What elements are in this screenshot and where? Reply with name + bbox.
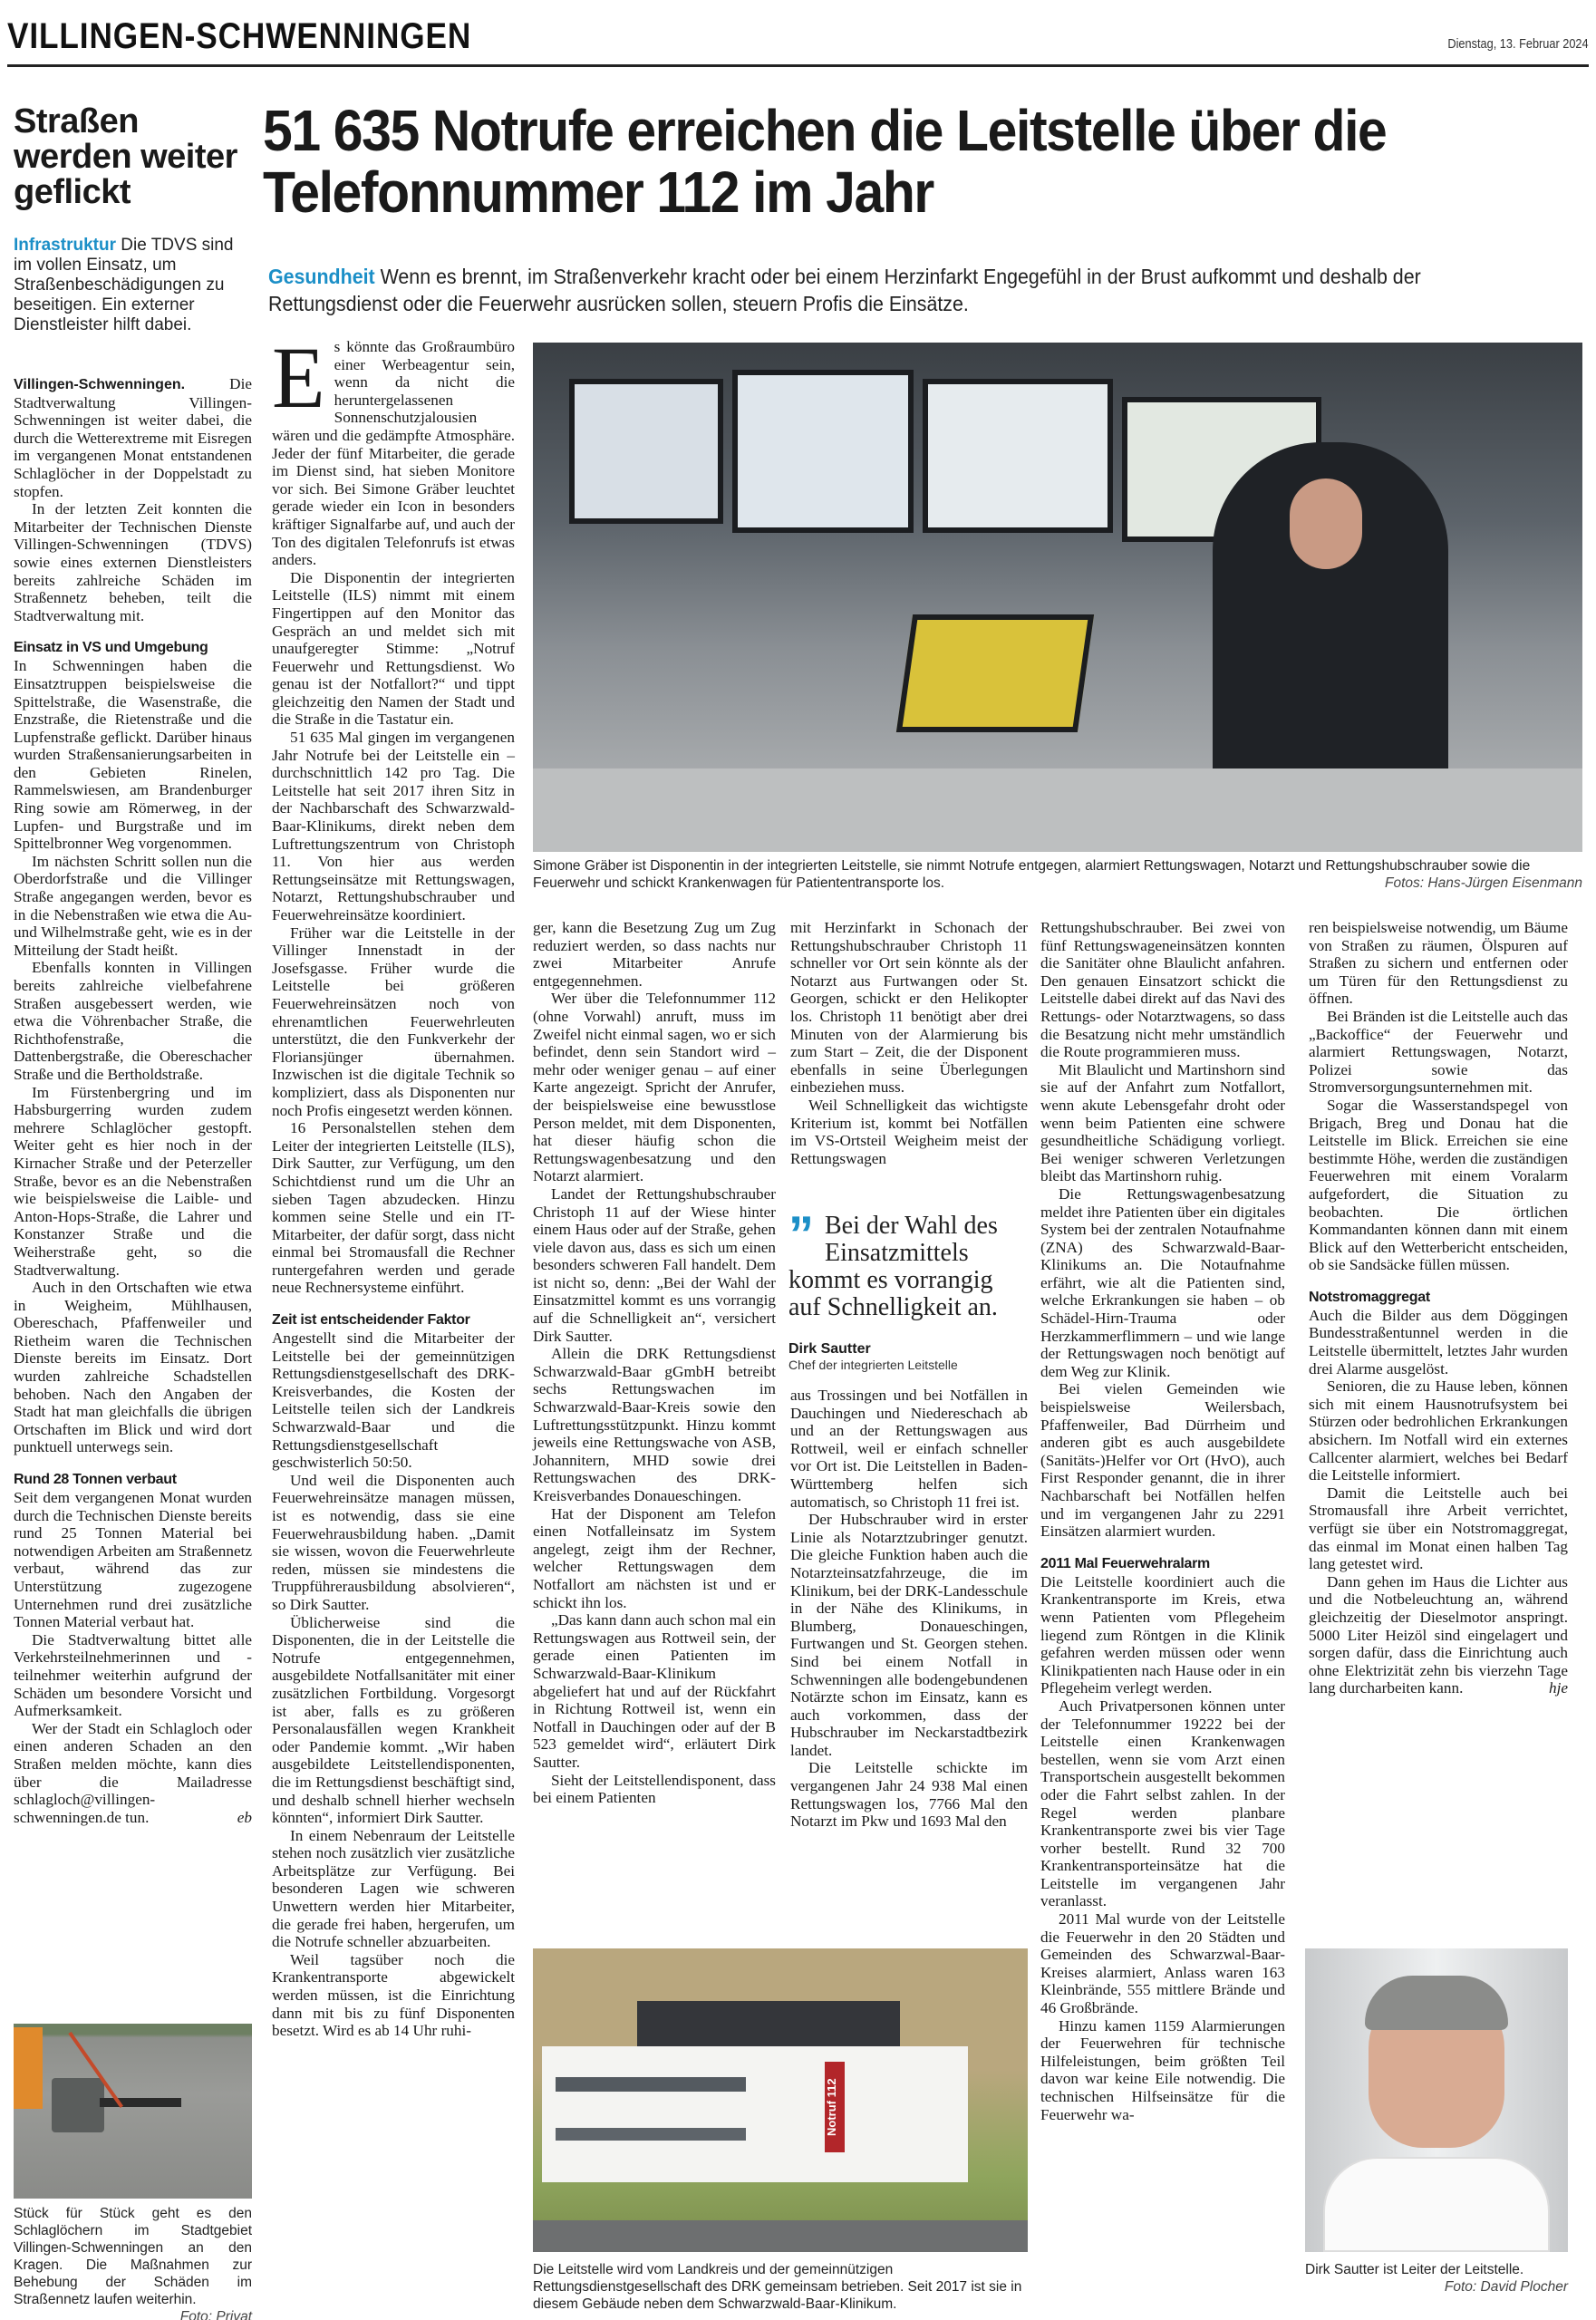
paragraph: Hinzu kamen 1159 Alarmierungen der Feuerwehren für technische Hilfeleistungen, beim größten Teil davon war keine Eile notwendig. Die technischen Hilfseinsätze für die Feuerwehr wa- — [1040, 2016, 1285, 2123]
bucket — [52, 2078, 104, 2132]
worker-figure — [14, 2027, 43, 2109]
notruf-112-sign: Notruf 112 — [825, 2062, 845, 2152]
masthead — [7, 16, 1589, 67]
paragraph: Der Hubschrauber wird in erster Linie als Notarztzubringer genutzt. Die gleiche Funktion haben auch die Notarzteinsatzfahrzeuge, die im Klinikum, bei der DRK-Landesschule in der Nähe des Klinikums, in Blumberg, Donaueschingen, Furtwangen und St. Georgen stehen. Sind bei einem Notfall in Schwenningen alle bodengebundenen Notärzte schon im Einsatz, kann es auch vorkommen, dass der Hubschrauber im Neckarstadtbezirk landet. — [790, 1511, 1028, 1759]
side-story-body — [14, 375, 252, 1826]
paragraph: aus Trossingen und bei Notfällen in Dauchingen und Niedereschach ab und an der Rettungswagen aus Rottweil, weil er einfach schneller vor Ort ist. Die Leitstellen in Baden-Württemberg helfen sich automatisch, so Christoph 11 frei ist. — [790, 1387, 1028, 1511]
drop-cap: E — [272, 329, 325, 426]
dateline: Villingen-Schwenningen. — [14, 377, 186, 392]
paragraph: Dann gehen im Haus die Lichter aus und die Notbeleuchtung an, während gleichzeitig der Dieselmotor anspringt. 5000 Liter Heizöl sind eingelagert und sorgen dafür, dass die Einrichtung auch ohne Elektrizität zehn bis vierzehn Tage lang durcharbeiten kann. — [1309, 1572, 1568, 1697]
road — [533, 2220, 1028, 2252]
paragraph: Die Stadtverwaltung Villingen-Schwenningen ist weiter dabei, die durch die Wetterextreme mit Eisregen im vergangenen Monat entstandenen Schlaglöcher in der Doppelstadt zu stopfen. — [14, 375, 252, 500]
building-facade — [542, 2046, 968, 2182]
photo-credit: Fotos: Hans-Jürgen Eisenmann — [1385, 875, 1582, 891]
portrait-hair — [1365, 1976, 1508, 2030]
main-column-3 — [790, 919, 1028, 1167]
control-room-caption — [533, 857, 1582, 892]
touch-monitor — [896, 614, 1094, 732]
quote-mark-icon: ” — [788, 1205, 814, 1262]
paragraph: Die Rettungswagenbesatzung meldet ihre Patienten über ein digitales System bei der zentralen Notaufnahme (ZNA) des Schwarzwald-Baar-Klinikums an. Die Notaufnahme erfährt, wie alt die Patienten sind, welche Erkrankungen sie haben – ob Schädel-Hirn-Trauma oder Herzkammerflimmern – und wie lange der Rettungswagen noch benötigt auf dem Weg zur Klinik. — [1040, 1184, 1285, 1380]
paragraph: Hat der Disponent am Telefon einen Notfalleinsatz im System angelegt, zeigt ihm der Rechner, welcher Rettungswagen dem Notfallort am nächsten ist und er schickt ihn los. — [533, 1504, 776, 1611]
paragraph: Die Stadtverwaltung bittet alle Verkehrsteilnehmerinnen und -teilnehmer weiterhin aufgrund der Schäden um besondere Vorsicht und Aufmerksamkeit. — [14, 1630, 252, 1720]
paragraph: mit Herzinfarkt in Schonach der Rettungshubschrauber Christoph 11 schneller vor Ort sein könnte als der Notarzt aus Furtwangen oder St. Georgen, schickt er den Helikopter los. Christoph 11 benötigt aber drei Minuten von der Alarmierung bis zum Start – Zeit, die der Disponent ebenfalls in seine Überlegungen einbeziehen muss. — [790, 919, 1028, 1097]
paragraph: ger, kann die Besetzung Zug um Zug reduziert werden, so dass nachts nur zwei Mitarbeiter Anrufe entgegennehmen. — [533, 919, 776, 990]
dispatcher-face — [1290, 478, 1362, 569]
building-photo-caption: Die Leitstelle wird vom Landkreis und der gemeinnützigen Rettungsdienstgesellschaft des DRK gemeinsam betrieben. Seit 2017 ist sie in diesem Gebäude neben dem Schwarzwald-Baar-Klinikum. — [533, 2262, 1022, 2312]
quote-author-role: Chef der integrierten Leitstelle — [788, 1358, 958, 1372]
side-story-kicker: Infrastruktur — [14, 236, 116, 255]
paragraph: Ebenfalls konnten in Villingen bereits zahlreiche vielbefahrene Straßen ausgebessert werden, wie etwa die Vöhrenbacher Straße, die Richthofenstraße, die Dattenbergstraße, die Obereschacher Straße und die Bertholdstraße. — [14, 959, 252, 1083]
desk — [533, 768, 1582, 852]
paragraph: Angestellt sind die Mitarbeiter der Leitstelle bei der gemeinnützigen Rettungsdienstgesellschaft des DRK-Kreisverbandes, die Kosten der Leitstelle teilen sich der Landkreis Schwarzwald-Baar und die Rettungsdienstgesellschaft geschwisterlich 50:50. — [272, 1329, 515, 1472]
paragraph: Landet der Rettungshubschrauber Christoph 11 auf der Wiese hinter einem Haus oder auf der Straße, gehen viele davon aus, dass es sich um einen besonders schweren Fall handelt. Dem ist nicht so, denn: „Bei der Wahl der Einsatzmittel kommt es uns vorrangig auf die Schnelligkeit an“, versichert Dirk Sautter. — [533, 1184, 776, 1345]
paragraph: Wer der Stadt ein Schlagloch oder einen anderen Schaden an den Straßen melden möchte, kann dies über die Mailadresse schlagloch@villingen-schwenningen.de tun. — [14, 1719, 252, 1826]
main-kicker: Gesundheit — [268, 265, 375, 288]
monitor — [732, 370, 914, 533]
side-story-teaser — [14, 236, 254, 335]
photo-credit: Foto: David Plocher — [1444, 2279, 1568, 2295]
caption-text: Dirk Sautter ist Leiter der Leitstelle. — [1305, 2262, 1524, 2277]
main-teaser — [268, 263, 1499, 317]
paragraph: Üblicherweise sind die Disponenten, die in der Leitstelle die Notrufe entgegennehmen, ausgebildete Notfallsanitäter mit einer zusätzlichen Fortbildung. Vorgesorgt ist aber, falls es zu größeren Personalausfällen wegen Krankheit oder Pandemie kommt. „Wir haben ausgebildete Leitstellendisponenten, die im Rettungsdienst beschäftigt sind, und deshalb schnell hierher wechseln könnten“, informiert Dirk Sautter. — [272, 1613, 515, 1827]
pothole-photo-caption — [14, 2205, 252, 2320]
subheading: Zeit ist entscheidender Faktor — [272, 1312, 470, 1329]
subheading: 2011 Mal Feuerwehralarm — [1040, 1555, 1210, 1571]
paragraph: Im Fürstenbergring und im Habsburgerring wurden zudem mehrere Schlaglöcher gestopft. Weiter geht es hier noch in der Kirnacher Straße und der Peterzeller Straße, bevor es an die Nebenstraßen wie beispielsweise die Laible- und Anton-Hops-Straße, die Lahrer und Konstanzer Straße und die Weiherstraße geht, so die Stadtverwaltung. — [14, 1083, 252, 1279]
main-column-2 — [533, 919, 776, 1807]
portrait-caption — [1305, 2261, 1568, 2296]
paragraph: Rettungshubschrauber. Bei zwei von fünf Rettungswageneinsätzen konnten die Sanitäter ohne Blaulicht anfahren. Den genauen Einsatzort schickt die Leitstelle dabei direkt auf das Navi des Rettungs- oder Notarztwagens, so dass die Besatzung nicht mehr umständlich die Route programmieren muss. — [1040, 919, 1285, 1061]
paragraph: Allein die DRK Rettungsdienst Schwarzwald-Baar gGmbH betreibt sechs Rettungswachen im Schwarzwald-Baar-Kreis sowie den Luftrettungsstützpunkt. Hinzu kommt jeweils eine Rettungswache von ASB, Johannitern, MHD sowie drei Rettungswachen des DRK-Kreisverbandes Donaueschingen. — [533, 1345, 776, 1504]
quote-author-name: Dirk Sautter — [788, 1341, 871, 1357]
paragraph: Die Leitstelle koordiniert auch die Krankentransporte im Kreis, etwa wenn Patienten vom Pflegeheim liegend zum Röntgen in die Klinik gefahren werden müssen oder wenn Klinikpatienten nach Hause oder in ein Pflegeheim verlegt werden. — [1040, 1572, 1285, 1697]
main-column-3-continued — [790, 1387, 1028, 1831]
paragraph: Die Disponentin der integrierten Leitstelle (ILS) nimmt mit einem Fingertippen auf den Monitor das Gespräch an und meldet sich mit unaufgeregter Stimme: „Notruf Feuerwehr und Rettungsdienst. Wo genau ist der Notfallort?“ und tippt gleichzeitig den Namen der Stadt und die Straße in die Tastatur ein. — [272, 568, 515, 729]
paragraph: Bei Bränden ist die Leitstelle auch das „Backoffice“ der Feuerwehr und alarmiert Rettungswagen, Notarzt, Polizei sowie das Stromversorgungsunternehmen mit. — [1309, 1007, 1568, 1097]
paragraph: ren beispielsweise notwendig, um Bäume von Straßen zu räumen, Ölspuren auf Straßen zu sichern und entfernen oder um Türen für den Rettungsdienst zu öffnen. — [1309, 919, 1568, 1008]
monitor — [923, 379, 1113, 533]
main-teaser-text: Wenn es brennt, im Straßenverkehr kracht oder bei einem Herzinfarkt Engegefühl in der Brust aufkommt und deshalb der Rettungsdienst oder die Feuerwehr ausrücken sollen, steuern Profis die Einsätze. — [268, 265, 1421, 315]
paragraph: 2011 Mal wurde von der Leitstelle die Feuerwehr in den 20 Städten und Gemeinden des Schwarzwal-Baar-Kreises alarmiert, Anlass waren 163 Kleinbrände, 555 mittlere Brände und 46 Großbrände. — [1040, 1910, 1285, 2017]
paragraph: Mit Blaulicht und Martinshorn sind sie auf der Anfahrt zum Notfallort, wenn akute Lebensgefahr droht oder wenn beim Patienten eine schwere gesundheitliche Schädigung vorliegt. Bei weniger schweren Verletzungen bleibt das Martinshorn ruhig. — [1040, 1060, 1285, 1185]
paragraph: In der letzten Zeit konnten die Mitarbeiter der Technischen Dienste Villingen-Schwenningen (TDVS) sowie eines externen Dienstleisters bereits zahlreiche Schäden im Straßennetz beheben, teilt die Stadtverwaltung mit. — [14, 500, 252, 624]
leitstelle-building-photo — [533, 1948, 1028, 2252]
issue-date: Dienstag, 13. Februar 2024 — [1447, 36, 1589, 52]
control-room-photo — [533, 343, 1582, 852]
caption-text: Simone Gräber ist Disponentin in der integrierten Leitstelle, sie nimmt Notrufe entgegen, alarmiert Rettungswagen, Notarzt und Rettungshubschrauber sowie die Feuerwehr und schickt Krankenwagen für Patiententransporte los. — [533, 858, 1531, 891]
side-story-headline: Straßen werden weiter geflickt — [14, 102, 237, 211]
pull-quote — [788, 1205, 1024, 1321]
main-headline: 51 635 Notrufe erreichen die Leitstelle über die Telefonnummer 112 im Jahr — [263, 98, 1387, 225]
caption-text: Stück für Stück geht es den Schlaglöchern im Stadtgebiet Villingen-Schwenningen an den Kragen. Die Maßnahmen zur Behebung der Schäden im Straßennetz laufen weiterhin. — [14, 2206, 252, 2307]
paragraph: Damit die Leitstelle auch bei Stromausfall ihre Arbeit verrichtet, verfügt sie über ein Notstromaggregat, das einmal im Monat einen halben Tag lang getestet wird. — [1309, 1484, 1568, 1573]
paragraph: Im nächsten Schritt sollen nun die Oberdorfstraße und die Villinger Straße angegangen werden, bevor es in die Nebenstraßen wie etwa die Au- und Wilhelmstraße geht, wie es in der Mitteilung der Stadt heißt. — [14, 852, 252, 959]
paragraph: Auch die Bilder aus dem Döggingen Bundesstraßentunnel werden in die Leitstelle übermittelt, letztes Jahr wurden drei Alarme ausgelöst. — [1309, 1306, 1568, 1378]
section-title: VILLINGEN-SCHWENNINGEN — [7, 16, 472, 56]
paragraph: Wer über die Telefonnummer 112 (ohne Vorwahl) anruft, muss im Zweifel nicht einmal sagen, wo er sich befindet, denn sein Standort wird – mehr oder weniger genau – auf einer Karte angezeigt. Spricht der Anrufer, der beispielsweise eine bewusstlose Person meldet, mit dem Disponenten, hat dieser häufig schon die Rettungswagenbesatzung und den Notarzt alarmiert. — [533, 990, 776, 1185]
subheading: Notstromaggregat — [1309, 1289, 1430, 1305]
paragraph: Auch in den Ortschaften wie etwa in Weigheim, Mühlhausen, Obereschach, Pfaffenweiler und Rietheim waren die Technischen Dienste bereits im Einsatz. Dort wurden zahlreiche Schadstellen behoben. Nach den Angaben der Stadt hat man gleichfalls die übrigen Ortschaften im Blick und wird dort punktuell unterwegs sein. — [14, 1279, 252, 1456]
main-column-5 — [1309, 919, 1568, 1697]
paragraph: s könnte das Großraumbüro einer Werbeagentur sein, wenn da nicht die heruntergelassenen Sonnenschutzjalousien wären und die gedämpfte Atmosphäre. Jeder der fünf Mitarbeiter, die gerade im Dienst sind, hat sieben Monitore vor sich. Bei Simone Gräber leuchtet gerade wieder ein Icon in besonders kräftiger Signalfarbe auf, und auch der Ton des digitalen Telefonrufs ist etwas anders. — [272, 338, 515, 569]
paragraph: Weil Schnelligkeit das wichtigste Kriterium ist, kommt bei Notfällen im VS-Ortsteil Weigheim meist der Rettungswagen — [790, 1096, 1028, 1167]
paragraph: Die Leitstelle schickte im vergangenen Jahr 24 938 Mal einen Rettungswagen los, 7766 Mal den Notarzt im Pkw und 1693 Mal den — [790, 1759, 1028, 1831]
portrait-shirt — [1323, 2157, 1550, 2252]
paragraph: Bei vielen Gemeinden wie beispielsweise Weilersbach, Pfaffenweiler, Bad Dürrheim und anderen gibt es auch ausgebildete (Sanitäts-)Helfer vor Ort (HvO), auch First Responder genannt, die in ihrer Nachbarschaft bei Notfällen helfen und im vergangenen Jahr zu 2291 Einsätzen alarmiert wurden. — [1040, 1380, 1285, 1541]
window-band — [556, 2077, 746, 2092]
paragraph: Seit dem vergangenen Monat wurden durch die Technischen Dienste bereits rund 25 Tonnen Material bei notwendigen Arbeiten am Straßennetz verbaut, während das zur Unterstützung zugezogene Unternehmen rund drei zusätzliche Tonnen Material verbaut hat. — [14, 1489, 252, 1631]
paragraph: Auch Privatpersonen können unter der Telefonnummer 19222 bei der Leitstelle einen Krankenwagen bestellen, wenn sie vom Arzt einen Transportschein ausgestellt bekommen oder die Fahrt selbst zahlen. In der Regel werden planbare Krankentransporte zwei bis vier Tage vorher bestellt. Rund 32 700 Krankentransporteinsätze hat die Leitstelle im vergangenen Jahr veranlasst. — [1040, 1696, 1285, 1910]
author-signature: eb — [237, 1808, 252, 1826]
photo-credit: Foto: Privat — [179, 2309, 252, 2320]
pothole-repair-photo — [14, 2024, 252, 2199]
subheading: Einsatz in VS und Umgebung — [14, 640, 208, 656]
paragraph: Sogar die Wasserstandspegel von Brigach, Breg und Donau hat die Leitstelle im Blick. Erreichen sie eine bestimmte Höhe, werden die zuständigen Feuerwehren mit einem Voralarm aufgefordert, die Situation zu beobachten. Die örtlichen Kommandanten können dann mit einem Blick auf den Wetterbericht entscheiden, ob sie Sandsäcke füllen müssen. — [1309, 1096, 1568, 1274]
pull-quote-text: Bei der Wahl des Einsatzmittels kommt es vorrangig auf Schnelligkeit an. — [788, 1212, 998, 1321]
paragraph: „Das kann dann auch schon mal ein Rettungswagen aus Rottweil sein, der gerade einen Patienten im Schwarzwald-Baar-Klinikum abgeliefert hat und auf der Rückfahrt in Richtung Rottweil ist, wenn ein Notfall in Dauchingen oder auf der B 523 gemeldet wird“, erläutert Dirk Sautter. — [533, 1611, 776, 1771]
main-column-4 — [1040, 919, 1285, 2123]
paragraph: Weil tagsüber noch die Krankentransporte abgewickelt werden müssen, ist die Einrichtung dann mit bis zu fünf Disponenten besetzt. Wird es ab 14 Uhr ruhi- — [272, 1950, 515, 2040]
paragraph: In Schwenningen haben die Einsatztruppen beispielsweise die Spittelstraße, die Wasenstraße, die Enzstraße, die Rietenstraße und die Lupfenstraße geflickt. Darüber hinaus wurden Straßensanierungsarbeiten in den Gebieten Rinelen, Rammelswiesen, am Brandenburger Ring sowie am Römerweg, in der Lupfen- und Burgstraße und im Spittelbronner Weg vorgenommen. — [14, 657, 252, 853]
pull-quote-attribution — [788, 1341, 1024, 1372]
pothole — [100, 2098, 181, 2107]
monitor — [569, 379, 723, 524]
subheading: Rund 28 Tonnen verbaut — [14, 1472, 177, 1488]
paragraph: Sieht der Leitstellendisponent, dass bei einem Patienten — [533, 1771, 776, 1807]
author-signature: hje — [1549, 1679, 1568, 1697]
dirk-sautter-portrait — [1305, 1948, 1568, 2252]
building-upper-floor — [637, 2001, 900, 2046]
paragraph: 16 Personalstellen stehen dem Leiter der integrierten Leitstelle (ILS), Dirk Sautter, zur Verfügung, um den Schichtdienst rund um die Uhr an sieben Tagen abzudecken. Hinzu kommen seine Stelle und ein IT-Mitarbeiter, der dafür sorgt, dass nicht einmal bei Stromausfall die Rechner runtergefahren werden und gerade neue Rechnersysteme einführt. — [272, 1119, 515, 1297]
main-column-1 — [272, 329, 515, 2040]
paragraph: Früher war die Leitstelle in der Villinger Innenstadt in der Josefsgasse. Früher wurde die Leitstelle bei größeren Feuerwehreinsätzen noch von ehrenamtlichen Feuerwehrleuten unterstützt, die den Funkverkehr der Floriansjünger übernahmen. Inzwischen ist die digitale Technik so kompliziert, dass als Disponenten nur noch Profis eingesetzt werden können. — [272, 923, 515, 1119]
window-band — [556, 2128, 746, 2141]
paragraph: Senioren, die zu Hause leben, können sich mit einem Hausnotrufsystem bei Stürzen oder bedrohlichen Erkrankungen absichern. Im Notfall wird ein externes Callcenter alarmiert, welches bei Bedarf die Leitstelle informiert. — [1309, 1378, 1568, 1484]
side-story-teaser-text: Die TDVS sind im vollen Einsatz, um Straßenbeschädigungen zu beseitigen. Ein externer Dienstleister hilft dabei. — [14, 236, 234, 334]
paragraph: Und weil die Disponenten auch Feuerwehreinsätze managen müssen, ist es notwendig, dass sie eine Feuerwehrausbildung haben. „Damit sie wissen, wovon die Feuerwehrleute reden, müssen sie mindestens die Truppführerausbildung absolvieren“, so Dirk Sautter. — [272, 1471, 515, 1613]
paragraph: 51 635 Mal gingen im vergangenen Jahr Notrufe bei der Leitstelle ein – durchschnittlich 142 pro Tag. Die Leitstelle hat seit 2017 ihren Sitz in der Nachbarschaft des Schwarzwald-Baar-Klinikums, direkt neben dem Luftrettungszentrum von Christoph 11. Von hier aus werden Rettungseinsätze mit Rettungswagen, Notarzt, Rettungshubschrauber und Feuerwehreinsätze koordiniert. — [272, 729, 515, 923]
paragraph: In einem Nebenraum der Leitstelle stehen noch zusätzlich vier zusätzliche Arbeitsplätze zur Verfügung. Bei besonderen Lagen wie schweren Unwettern werden hier Mitarbeiter, die gerade frei haben, hergerufen, um die Notrufe schneller abzuarbeiten. — [272, 1826, 515, 1951]
